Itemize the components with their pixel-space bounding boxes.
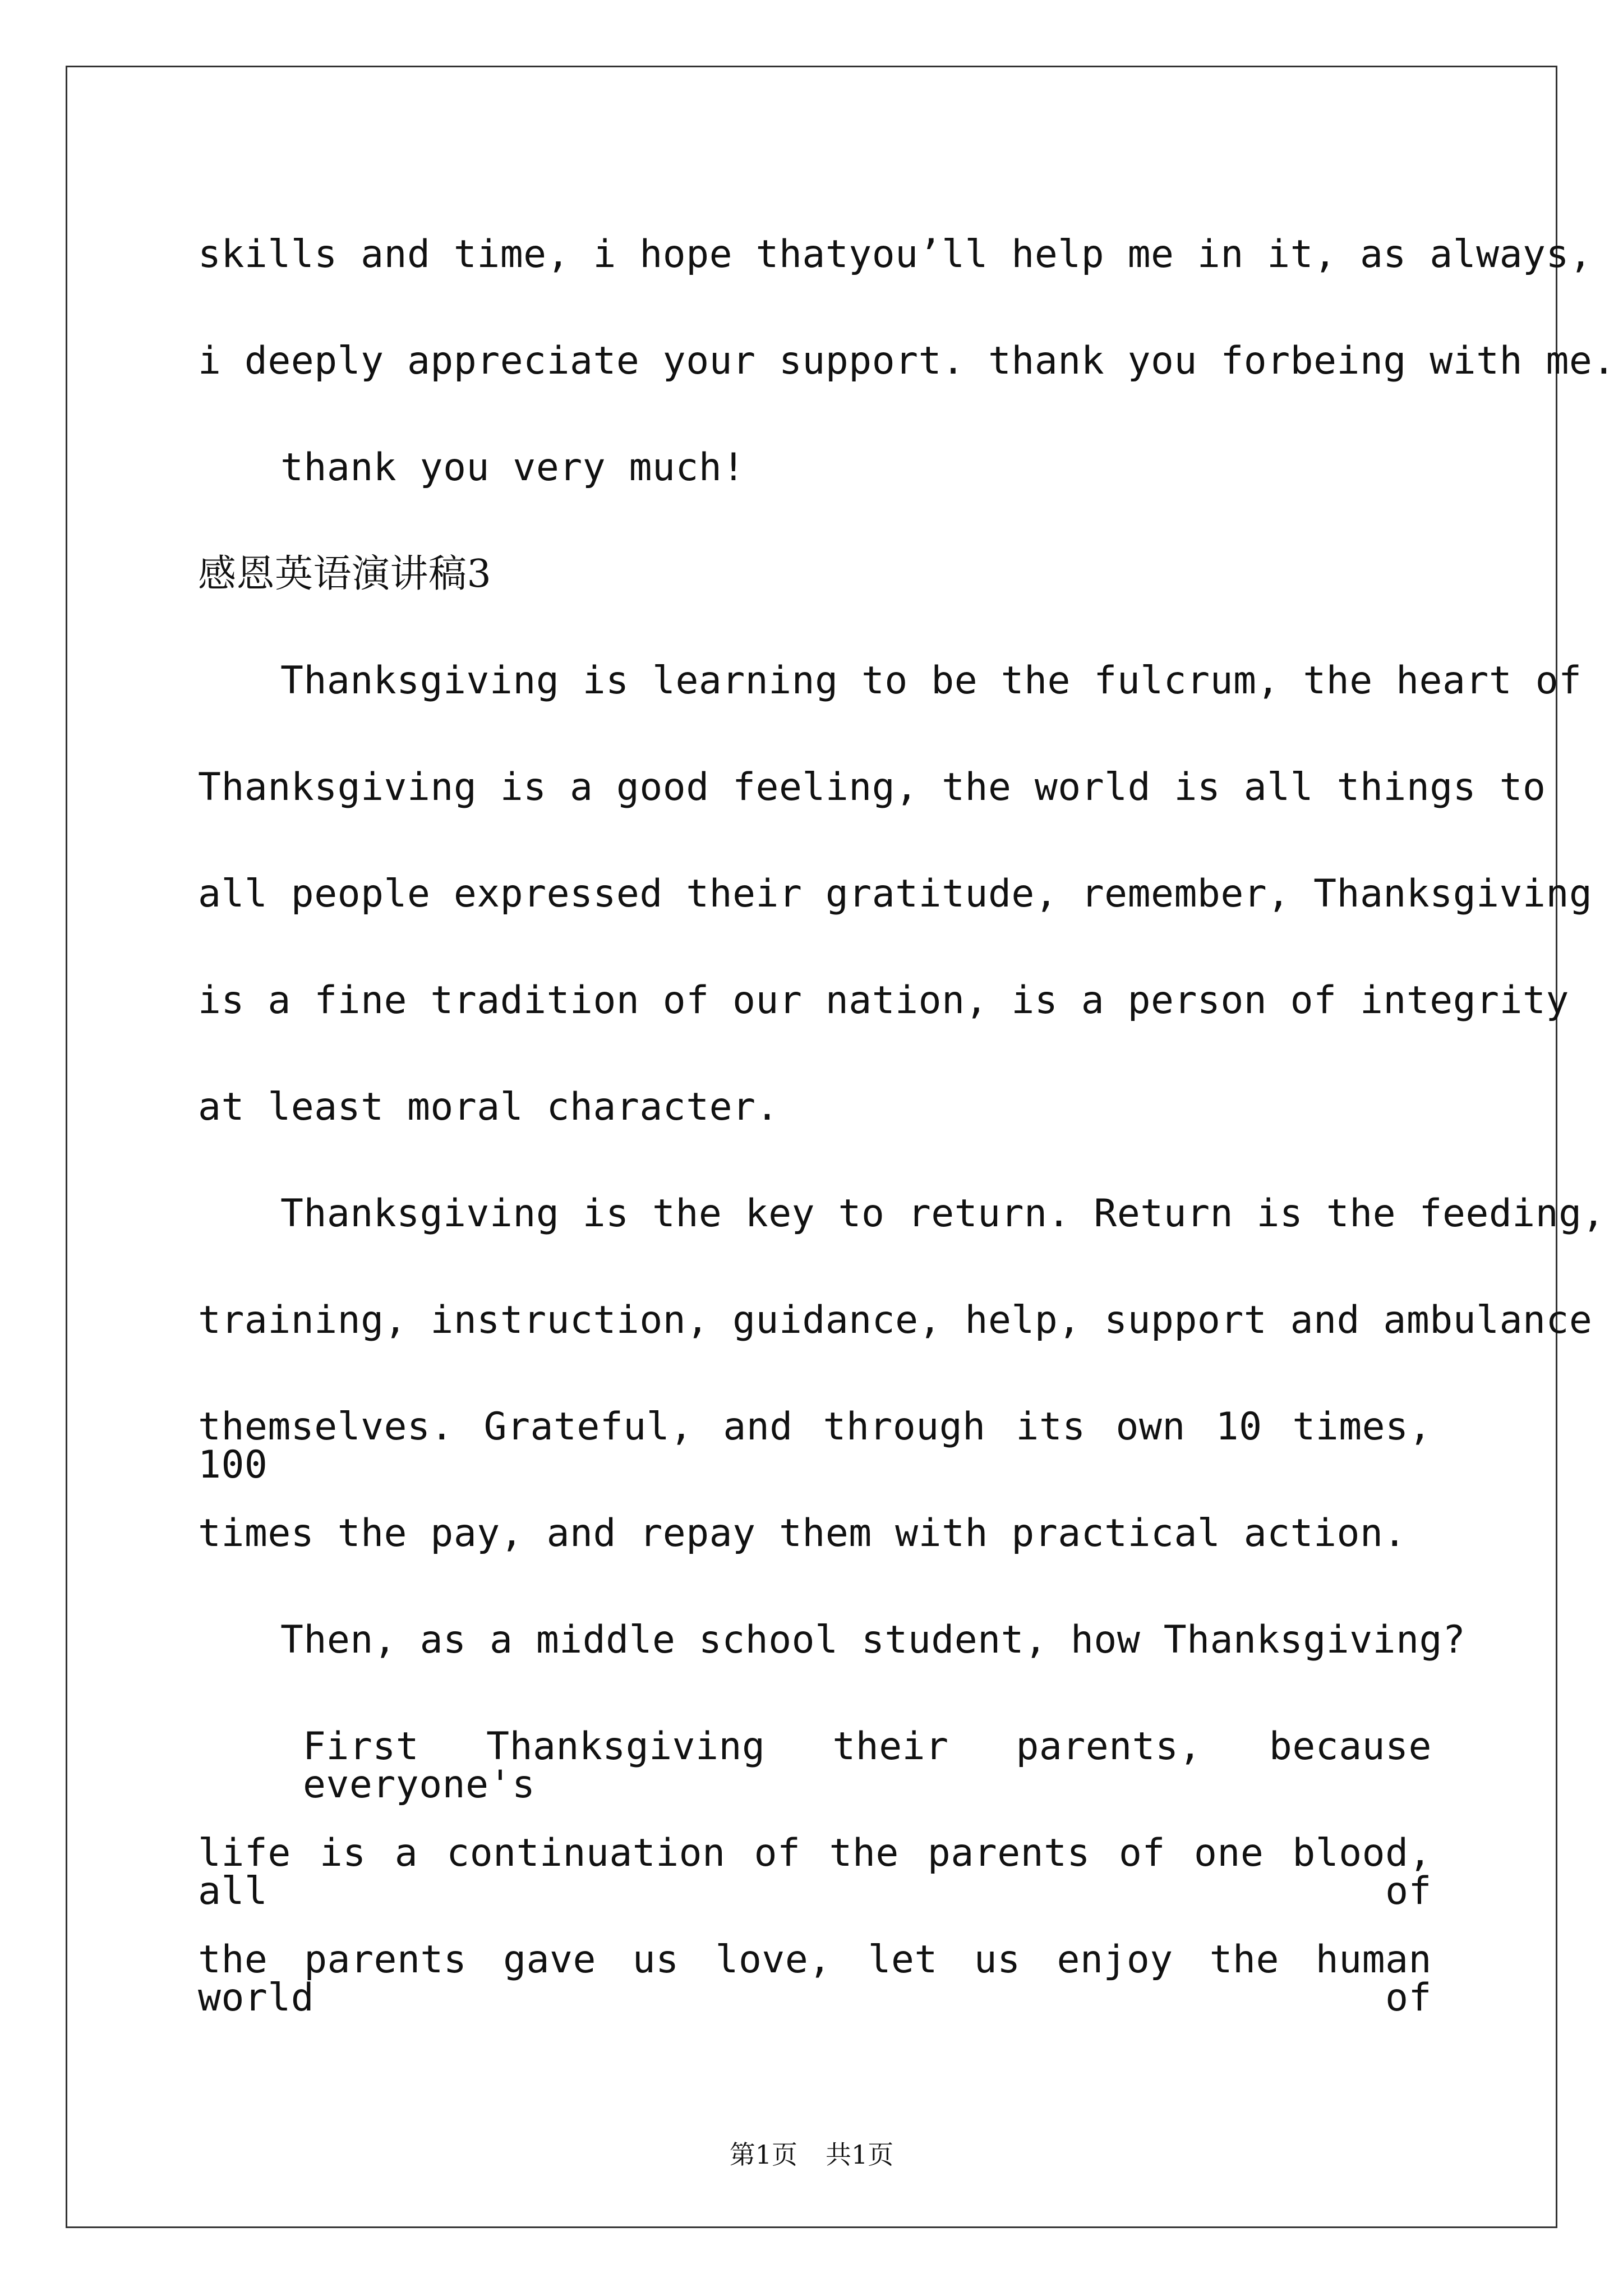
text-line: all people expressed their gratitude, remember, Thanksgiving [198, 872, 1593, 916]
text-line: the parents gave us love, let us enjoy the human world of [198, 1938, 1432, 2020]
text-line: training, instruction, guidance, help, support and ambulance [198, 1298, 1593, 1342]
text-line: skills and time, i hope thatyou’ll help me in it, as always, [198, 232, 1593, 277]
text-line: Then, as a middle school student, how Thanksgiving? [280, 1618, 1466, 1662]
section-heading: 感恩英语演讲稿3 [198, 552, 492, 596]
text-line: themselves. Grateful, and through its own 10 times, 100 [198, 1405, 1432, 1487]
page-footer [0, 2134, 1623, 2171]
text-line: at least moral character. [198, 1085, 779, 1129]
text-line: times the pay, and repay them with practical action. [198, 1511, 1407, 1556]
text-line: Thanksgiving is a good feeling, the world is all things to [198, 765, 1546, 809]
text-line: i deeply appreciate your support. thank you forbeing with me. [198, 339, 1616, 383]
text-line: Thanksgiving is learning to be the fulcrum, the heart of [280, 659, 1582, 703]
page-total: 共1页 [826, 2139, 894, 2170]
text-line: Thanksgiving is the key to return. Return is the feeding, [280, 1191, 1606, 1236]
text-line: First Thanksgiving their parents, because everyone's [303, 1724, 1432, 1807]
text-line: is a fine tradition of our nation, is a person of integrity [198, 978, 1569, 1023]
text-line: thank you very much! [280, 445, 745, 490]
text-line: life is a continuation of the parents of one blood, all of [198, 1831, 1432, 1913]
page-number: 第1页 [729, 2139, 797, 2170]
